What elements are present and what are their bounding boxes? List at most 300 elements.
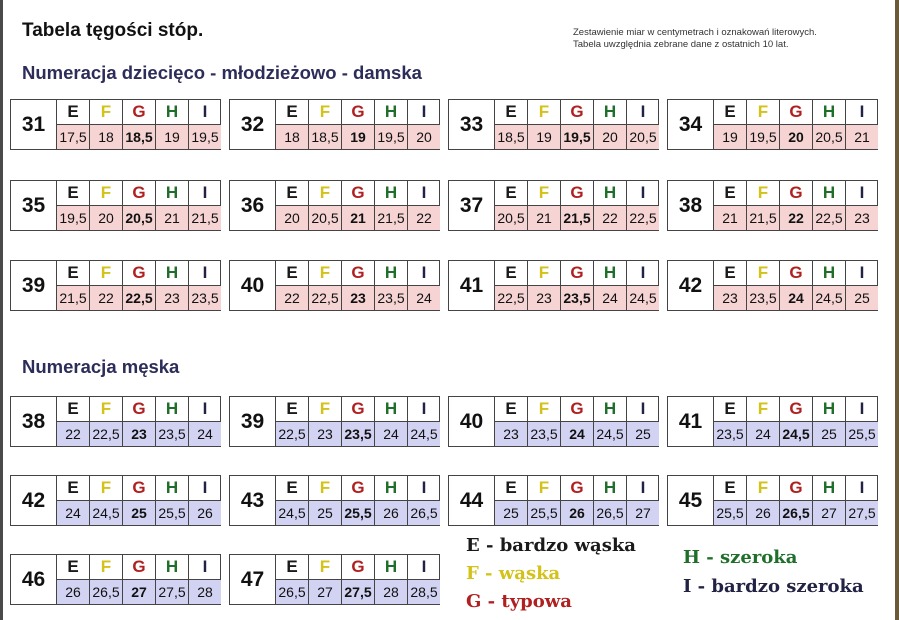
women-card-38 (667, 180, 878, 231)
size-number: 39 (11, 261, 57, 310)
length-value: 22,5 (627, 206, 659, 230)
width-letter-e: E (495, 181, 528, 205)
width-letter-e: E (276, 476, 309, 500)
width-letters-row (276, 100, 440, 125)
width-letter-h: H (156, 476, 189, 500)
length-value: 24 (594, 286, 627, 310)
length-value: 24 (57, 501, 90, 525)
length-values-row (714, 501, 878, 525)
width-letter-h: H (594, 397, 627, 421)
length-values-row (714, 422, 878, 446)
size-number: 47 (230, 555, 276, 604)
width-letter-g: G (561, 397, 594, 421)
length-value: 27 (813, 501, 846, 525)
width-letters-row (495, 181, 659, 206)
length-values-row (57, 422, 221, 446)
length-values-row (276, 580, 440, 604)
length-value: 20 (408, 125, 440, 149)
width-letter-g: G (123, 181, 156, 205)
width-letter-e: E (495, 397, 528, 421)
women-card-33 (448, 99, 659, 150)
length-value: 26,5 (408, 501, 440, 525)
width-letter-i: I (640, 263, 646, 282)
size-number: 45 (668, 476, 714, 525)
men-card-41 (667, 396, 878, 447)
width-letters-row (714, 181, 878, 206)
men-card-44 (448, 475, 659, 526)
length-value: 22 (57, 422, 90, 446)
width-letters-row (714, 261, 878, 286)
length-value: 24,5 (813, 286, 846, 310)
size-number: 44 (449, 476, 495, 525)
width-letter-i: I (640, 102, 646, 121)
width-letter-i: I (421, 183, 427, 202)
length-value: 23,5 (375, 286, 408, 310)
size-number: 41 (449, 261, 495, 310)
length-value: 23 (156, 286, 189, 310)
length-values-row (57, 206, 221, 230)
length-value: 26,5 (90, 580, 123, 604)
width-letter-f: F (90, 476, 123, 500)
size-number: 43 (230, 476, 276, 525)
length-value: 22 (90, 286, 123, 310)
width-letter-h: H (594, 261, 627, 285)
width-letter-f: F (747, 181, 780, 205)
width-letters-row (276, 555, 440, 580)
width-letter-f: F (528, 261, 561, 285)
length-value: 21,5 (189, 206, 221, 230)
note (573, 27, 817, 51)
length-value: 25,5 (342, 501, 375, 525)
length-values-row (495, 501, 659, 525)
width-letters-row (57, 181, 221, 206)
length-value: 24,5 (594, 422, 627, 446)
length-value: 19 (156, 125, 189, 149)
men-card-42 (10, 475, 221, 526)
length-value: 28,5 (408, 580, 440, 604)
width-letter-f: F (90, 555, 123, 579)
length-value: 18,5 (309, 125, 342, 149)
length-value: 22,5 (495, 286, 528, 310)
length-value: 26 (747, 501, 780, 525)
width-letter-e: E (276, 397, 309, 421)
length-value: 24 (189, 422, 221, 446)
length-value: 22,5 (813, 206, 846, 230)
width-letter-h: H (813, 261, 846, 285)
length-value: 18,5 (495, 125, 528, 149)
length-value: 18 (90, 125, 123, 149)
width-letter-h: H (375, 476, 408, 500)
width-letter-h: H (813, 397, 846, 421)
length-value: 25,5 (714, 501, 747, 525)
length-value: 28 (189, 580, 221, 604)
width-letter-f: F (90, 397, 123, 421)
legend-f: F - wąska (466, 563, 561, 584)
length-value: 20,5 (123, 206, 156, 230)
length-values-row (276, 125, 440, 149)
width-letter-h: H (375, 261, 408, 285)
length-values-row (276, 422, 440, 446)
length-value: 22,5 (90, 422, 123, 446)
width-letter-e: E (57, 397, 90, 421)
length-value: 22 (780, 206, 813, 230)
width-letter-g: G (342, 181, 375, 205)
length-value: 23,5 (156, 422, 189, 446)
width-letter-e: E (276, 181, 309, 205)
width-letter-g: G (780, 397, 813, 421)
length-values-row (57, 125, 221, 149)
length-value: 24,5 (90, 501, 123, 525)
length-value: 25 (123, 501, 156, 525)
length-value: 21,5 (375, 206, 408, 230)
width-letter-g: G (561, 261, 594, 285)
length-value: 21 (846, 125, 878, 149)
length-value: 27 (309, 580, 342, 604)
women-card-40 (229, 260, 440, 311)
legend-i: I - bardzo szeroka (683, 576, 864, 597)
length-value: 20,5 (309, 206, 342, 230)
length-value: 23,5 (528, 422, 561, 446)
width-letter-g: G (123, 397, 156, 421)
length-values-row (714, 206, 878, 230)
length-value: 18 (276, 125, 309, 149)
length-value: 23 (123, 422, 156, 446)
width-letter-h: H (813, 181, 846, 205)
section-title-men: Numeracja męska (22, 356, 180, 377)
length-value: 25,5 (846, 422, 878, 446)
women-card-42 (667, 260, 878, 311)
width-letter-i: I (202, 557, 208, 576)
length-value: 25,5 (528, 501, 561, 525)
width-letter-f: F (309, 100, 342, 124)
width-letter-i: I (421, 102, 427, 121)
size-number: 38 (11, 397, 57, 446)
length-values-row (495, 422, 659, 446)
length-value: 25 (846, 286, 878, 310)
length-value: 23 (846, 206, 878, 230)
legend-e: E - bardzo wąska (466, 535, 636, 556)
length-values-row (276, 286, 440, 310)
width-letter-g: G (561, 181, 594, 205)
width-letter-f: F (528, 476, 561, 500)
width-letter-i: I (202, 102, 208, 121)
width-letter-i: I (640, 399, 646, 418)
women-card-41 (448, 260, 659, 311)
width-letter-i: I (640, 478, 646, 497)
width-letters-row (714, 397, 878, 422)
length-value: 19 (714, 125, 747, 149)
width-letter-i: I (202, 478, 208, 497)
width-letter-f: F (747, 476, 780, 500)
width-letter-i: I (202, 183, 208, 202)
width-letter-i: I (859, 102, 865, 121)
width-letter-g: G (342, 476, 375, 500)
width-letter-e: E (495, 261, 528, 285)
width-letter-g: G (342, 555, 375, 579)
length-value: 23,5 (342, 422, 375, 446)
width-letter-i: I (859, 263, 865, 282)
length-value: 26 (375, 501, 408, 525)
width-letters-row (57, 397, 221, 422)
note-line-2: Tabela uwzględnia zebrane dane z ostatnich 10 lat. (573, 39, 789, 50)
size-number: 32 (230, 100, 276, 149)
width-letter-i: I (859, 478, 865, 497)
width-letter-h: H (813, 476, 846, 500)
size-number: 46 (11, 555, 57, 604)
width-letter-h: H (375, 100, 408, 124)
length-value: 22 (594, 206, 627, 230)
size-number: 37 (449, 181, 495, 230)
length-value: 24 (408, 286, 440, 310)
width-letter-f: F (309, 181, 342, 205)
width-letters-row (57, 261, 221, 286)
width-letter-f: F (309, 397, 342, 421)
width-letter-e: E (714, 476, 747, 500)
width-letters-row (714, 100, 878, 125)
width-letter-f: F (309, 555, 342, 579)
length-value: 24 (780, 286, 813, 310)
length-values-row (57, 580, 221, 604)
width-letter-h: H (156, 261, 189, 285)
width-letter-g: G (342, 261, 375, 285)
width-letter-i: I (202, 263, 208, 282)
width-letter-f: F (309, 261, 342, 285)
page-title: Tabela tęgości stóp. (22, 20, 204, 41)
length-value: 20 (594, 125, 627, 149)
length-value: 26 (561, 501, 594, 525)
men-card-47 (229, 554, 440, 605)
size-number: 42 (11, 476, 57, 525)
width-letters-row (57, 100, 221, 125)
width-letters-row (276, 261, 440, 286)
length-value: 20,5 (495, 206, 528, 230)
length-values-row (57, 501, 221, 525)
width-letters-row (495, 100, 659, 125)
width-letter-e: E (714, 261, 747, 285)
width-letter-g: G (342, 397, 375, 421)
width-letter-f: F (309, 476, 342, 500)
length-value: 20 (90, 206, 123, 230)
length-value: 23 (495, 422, 528, 446)
length-value: 19,5 (747, 125, 780, 149)
length-values-row (495, 206, 659, 230)
width-letter-e: E (57, 100, 90, 124)
width-letters-row (276, 476, 440, 501)
width-letter-h: H (156, 100, 189, 124)
length-value: 22 (276, 286, 309, 310)
length-value: 24 (375, 422, 408, 446)
width-letters-row (276, 181, 440, 206)
width-letters-row (495, 476, 659, 501)
men-card-43 (229, 475, 440, 526)
length-value: 21,5 (747, 206, 780, 230)
width-letter-f: F (90, 181, 123, 205)
women-card-34 (667, 99, 878, 150)
width-letter-g: G (123, 476, 156, 500)
width-letters-row (495, 261, 659, 286)
length-value: 23 (714, 286, 747, 310)
width-letter-e: E (714, 100, 747, 124)
length-value: 27,5 (156, 580, 189, 604)
women-card-31 (10, 99, 221, 150)
width-letter-e: E (276, 555, 309, 579)
length-value: 26 (57, 580, 90, 604)
width-letter-i: I (421, 399, 427, 418)
length-value: 17,5 (57, 125, 90, 149)
length-value: 23 (309, 422, 342, 446)
length-value: 26,5 (594, 501, 627, 525)
width-letter-h: H (156, 397, 189, 421)
width-letter-g: G (123, 261, 156, 285)
length-value: 18,5 (123, 125, 156, 149)
width-letter-e: E (276, 100, 309, 124)
width-letter-h: H (156, 555, 189, 579)
length-value: 24,5 (627, 286, 659, 310)
size-number: 36 (230, 181, 276, 230)
width-letter-i: I (421, 557, 427, 576)
length-value: 23 (528, 286, 561, 310)
size-number: 34 (668, 100, 714, 149)
size-number: 35 (11, 181, 57, 230)
width-letter-g: G (780, 476, 813, 500)
legend-g: G - typowa (466, 591, 572, 612)
length-value: 19,5 (375, 125, 408, 149)
length-value: 21 (156, 206, 189, 230)
length-value: 20,5 (627, 125, 659, 149)
length-value: 26,5 (276, 580, 309, 604)
length-value: 19,5 (189, 125, 221, 149)
width-letter-h: H (813, 100, 846, 124)
width-letter-i: I (421, 263, 427, 282)
width-letter-e: E (57, 555, 90, 579)
width-letter-i: I (859, 399, 865, 418)
width-letter-g: G (123, 100, 156, 124)
width-letter-h: H (594, 100, 627, 124)
women-card-37 (448, 180, 659, 231)
size-number: 31 (11, 100, 57, 149)
size-number: 42 (668, 261, 714, 310)
length-value: 20 (276, 206, 309, 230)
length-value: 23,5 (561, 286, 594, 310)
width-letters-row (714, 476, 878, 501)
width-letter-g: G (780, 261, 813, 285)
width-letters-row (57, 476, 221, 501)
length-value: 24 (747, 422, 780, 446)
length-values-row (495, 286, 659, 310)
length-value: 21,5 (57, 286, 90, 310)
length-value: 24 (561, 422, 594, 446)
length-value: 25,5 (156, 501, 189, 525)
length-value: 24,5 (276, 501, 309, 525)
width-letter-f: F (90, 261, 123, 285)
width-letter-i: I (859, 183, 865, 202)
length-value: 19,5 (561, 125, 594, 149)
length-value: 23 (342, 286, 375, 310)
length-value: 24,5 (408, 422, 440, 446)
length-value: 22,5 (123, 286, 156, 310)
section-title-women: Numeracja dziecięco - młodzieżowo - damska (22, 62, 422, 83)
width-letter-g: G (123, 555, 156, 579)
size-number: 40 (449, 397, 495, 446)
length-value: 25 (627, 422, 659, 446)
length-value: 22 (408, 206, 440, 230)
women-card-39 (10, 260, 221, 311)
women-card-32 (229, 99, 440, 150)
width-letter-g: G (561, 100, 594, 124)
length-value: 19 (342, 125, 375, 149)
men-card-40 (448, 396, 659, 447)
length-value: 21,5 (561, 206, 594, 230)
length-value: 21 (342, 206, 375, 230)
width-letter-f: F (747, 261, 780, 285)
width-letter-i: I (202, 399, 208, 418)
length-value: 20,5 (813, 125, 846, 149)
width-letters-row (495, 397, 659, 422)
men-card-39 (229, 396, 440, 447)
length-values-row (495, 125, 659, 149)
width-letter-g: G (561, 476, 594, 500)
length-value: 26,5 (780, 501, 813, 525)
length-value: 23,5 (714, 422, 747, 446)
width-letter-i: I (640, 183, 646, 202)
length-value: 21 (528, 206, 561, 230)
men-card-46 (10, 554, 221, 605)
length-value: 26 (189, 501, 221, 525)
legend-h: H - szeroka (683, 547, 798, 568)
width-letter-f: F (747, 100, 780, 124)
length-value: 22,5 (309, 286, 342, 310)
length-values-row (276, 206, 440, 230)
length-values-row (276, 501, 440, 525)
width-letter-f: F (528, 397, 561, 421)
women-card-35 (10, 180, 221, 231)
width-letter-h: H (156, 181, 189, 205)
width-letter-f: F (90, 100, 123, 124)
length-value: 21 (714, 206, 747, 230)
length-values-row (57, 286, 221, 310)
size-number: 40 (230, 261, 276, 310)
length-value: 19,5 (57, 206, 90, 230)
width-letter-e: E (57, 476, 90, 500)
width-letter-e: E (57, 181, 90, 205)
width-letter-h: H (594, 181, 627, 205)
length-value: 23,5 (189, 286, 221, 310)
width-letter-e: E (714, 397, 747, 421)
size-number: 38 (668, 181, 714, 230)
note-line-1: Zestawienie miar w centymetrach i oznakowań literowych. (573, 27, 817, 38)
length-values-row (714, 286, 878, 310)
length-value: 27 (123, 580, 156, 604)
width-letter-e: E (714, 181, 747, 205)
size-number: 39 (230, 397, 276, 446)
width-letter-h: H (375, 397, 408, 421)
length-value: 23,5 (747, 286, 780, 310)
length-value: 27,5 (342, 580, 375, 604)
length-value: 24,5 (780, 422, 813, 446)
length-value: 27 (627, 501, 659, 525)
width-letter-e: E (57, 261, 90, 285)
width-letter-h: H (375, 181, 408, 205)
width-letter-f: F (528, 181, 561, 205)
width-letter-g: G (780, 181, 813, 205)
length-value: 25 (813, 422, 846, 446)
length-value: 22,5 (276, 422, 309, 446)
width-letter-e: E (495, 476, 528, 500)
width-letter-g: G (342, 100, 375, 124)
men-card-45 (667, 475, 878, 526)
length-values-row (714, 125, 878, 149)
width-letter-e: E (495, 100, 528, 124)
